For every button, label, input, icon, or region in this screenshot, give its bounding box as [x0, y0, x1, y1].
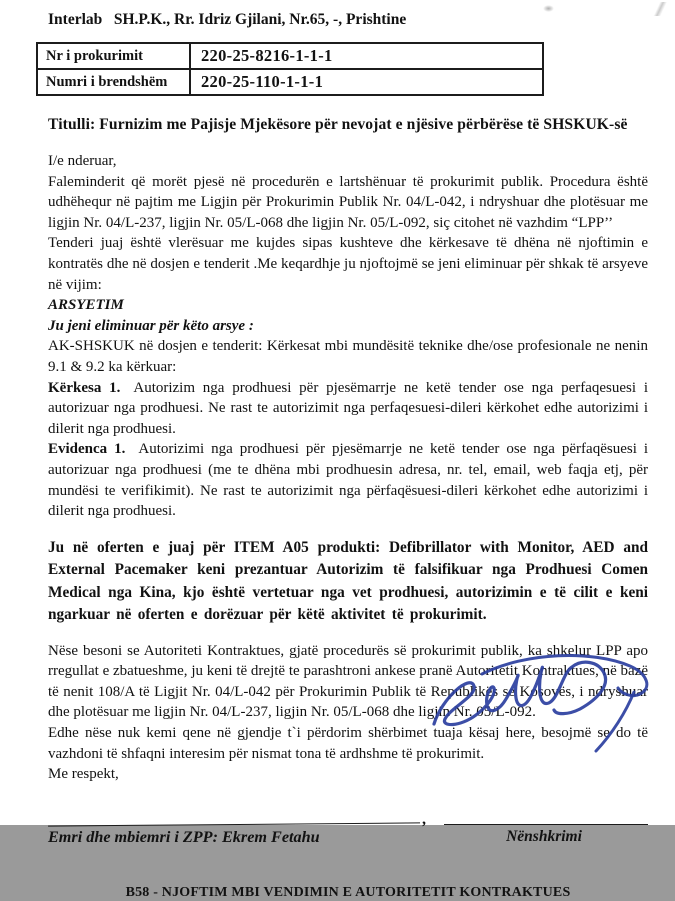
- evidenca-label: Evidenca 1.: [48, 441, 126, 458]
- signature-caption: Nënshkrimi: [506, 827, 582, 845]
- regards-line: Me respekt,: [48, 766, 119, 783]
- signer-name-underline: [48, 809, 420, 826]
- elimination-reasons-subheading: Ju jeni eliminuar për këto arsye :: [48, 317, 254, 334]
- form-footer-title: B58 - NJOFTIM MBI VENDIMIN E AUTORITETIT KONTRAKTUES: [125, 884, 571, 900]
- document-title: Titulli: Furnizim me Pajisje Mjekësore për nevojat e njësive përbërëse të SHSKUK-së: [48, 116, 628, 133]
- procurement-number-value: 220-25-8216-1-1-1: [190, 43, 543, 69]
- signature-separator: ,: [422, 810, 426, 828]
- table-row: [37, 69, 543, 95]
- appeal-rights-paragraph: Nëse besoni se Autoriteti Kontraktues, gjatë procedurës së prokurimit publik, ka shkelur LPP apo rregullat e zbatueshme, ju keni të drejtë te parashtroni ankese pranë Autoritetit Kontraktues, në bazë të nenit 108/A të Ligjit Nr. 04/L-042 për Prokurimin Publik të Republikës se Kosovës, i ndryshuar dhe plotësuar me ligjin Nr. 04/L-237, ligjin Nr. 05/L-068 dhe ligjin Nr. 05/L-092.: [48, 642, 648, 721]
- intro-paragraph: Faleminderit që morët pjesë në procedurën e lartshënuar të prokurimit publik. Procedura është udhëhequr në pajtim me Ligjin për Prokurimin Publik Nr. 04/L-042, i ndryshuar dhe plotësuar me ligjin Nr. 04/L-237, ligjin Nr. 05/L-068 dhe ligjin Nr. 05/L-092, siç citohet në vazhdim “LPP’’: [48, 173, 648, 231]
- scan-smudge: [543, 5, 554, 12]
- signature-underline: [444, 811, 648, 825]
- signer-name-label: Emri dhe mbiemri i ZPP: Ekrem Fetahu: [48, 827, 320, 846]
- tender-evaluation-paragraph: Tenderi juaj është vlerësuar me kujdes sipas kushteve dhe kërkesave të dhëna në njoftimin e kontratës dhe në dosjen e tenderit .Me keqardhje ju njoftojmë se jeni eliminuar për shkak të arsyeve në vijim:: [48, 235, 648, 293]
- internal-number-value: 220-25-110-1-1-1: [190, 69, 543, 95]
- kerkesa-label: Kërkesa 1.: [48, 379, 121, 396]
- table-row: [37, 43, 543, 69]
- sender-address-line: Interlab SH.P.K., Rr. Idriz Gjilani, Nr.65, -, Prishtine: [48, 11, 407, 28]
- scan-corner-mark: [647, 2, 673, 16]
- closing-paragraph: Edhe nëse nuk kemi qene në gjendje t`i përdorim shërbimet tuaja kësaj here, besojmë se do të vazhdoni të shfaqni interesim për nismat tona të ardhshme të prokurimit.: [48, 725, 648, 762]
- evidenca-text: Autorizimi nga prodhuesi për pjesëmarrje ne ketë tender ose nga përfaqësuesi i autorizuar nga prodhuesi (me te dhëna mbi prodhuesin adresa, nr. tel, email, web faqja etj, për mundësi te verifikimit). Ne rast te autorizimit nga përfaqësuesi-dileri kërkohet edhe autorizimi i dilerit nga prodhuesi.: [48, 441, 648, 520]
- evidenca-paragraph: [48, 439, 648, 521]
- salutation: I/e nderuar,: [48, 153, 117, 169]
- kerkesa-text: Autorizim nga prodhuesi për pjesëmarrje ne ketë tender ose nga perfaqesuesi i autorizuar nga prodhuesi. Ne rast te autorizimit nga perfaqesuesi-dileri kërkohet edhe autorizimi i dilerit nga prodhuesi.: [48, 379, 648, 437]
- internal-number-label: Numri i brendshëm: [37, 69, 190, 95]
- procurement-number-label: Nr i prokurimit: [37, 43, 190, 69]
- signature-labels: [48, 828, 648, 847]
- falsified-authorization-paragraph: Ju në oferten e juaj për ITEM A05 produkti: Defibrillator with Monitor, AED and External Pacemaker keni prezantuar Autorizim të falsifikuar nga Prodhuesi Comen Medical nga Kina, kjo është vertetuar nga vet prodhuesi, autorizimin e të cilit e keni ngarkuar në oferten e dorëzuar për këtë aktivitet të prokurimit.: [48, 538, 648, 624]
- arsyetim-heading: ARSYETIM: [48, 297, 124, 314]
- signature-lines: [48, 810, 648, 828]
- letter-body: [48, 151, 648, 785]
- ak-requirements-paragraph: AK-SHSKUK në dosjen e tenderit: Kërkesat mbi mundësitë teknike dhe/ose profesionale ne nenin 9.1 & 9.2 ka kërkuar:: [48, 338, 648, 375]
- kerkesa-paragraph: [48, 378, 648, 440]
- procurement-number-table: [36, 42, 544, 96]
